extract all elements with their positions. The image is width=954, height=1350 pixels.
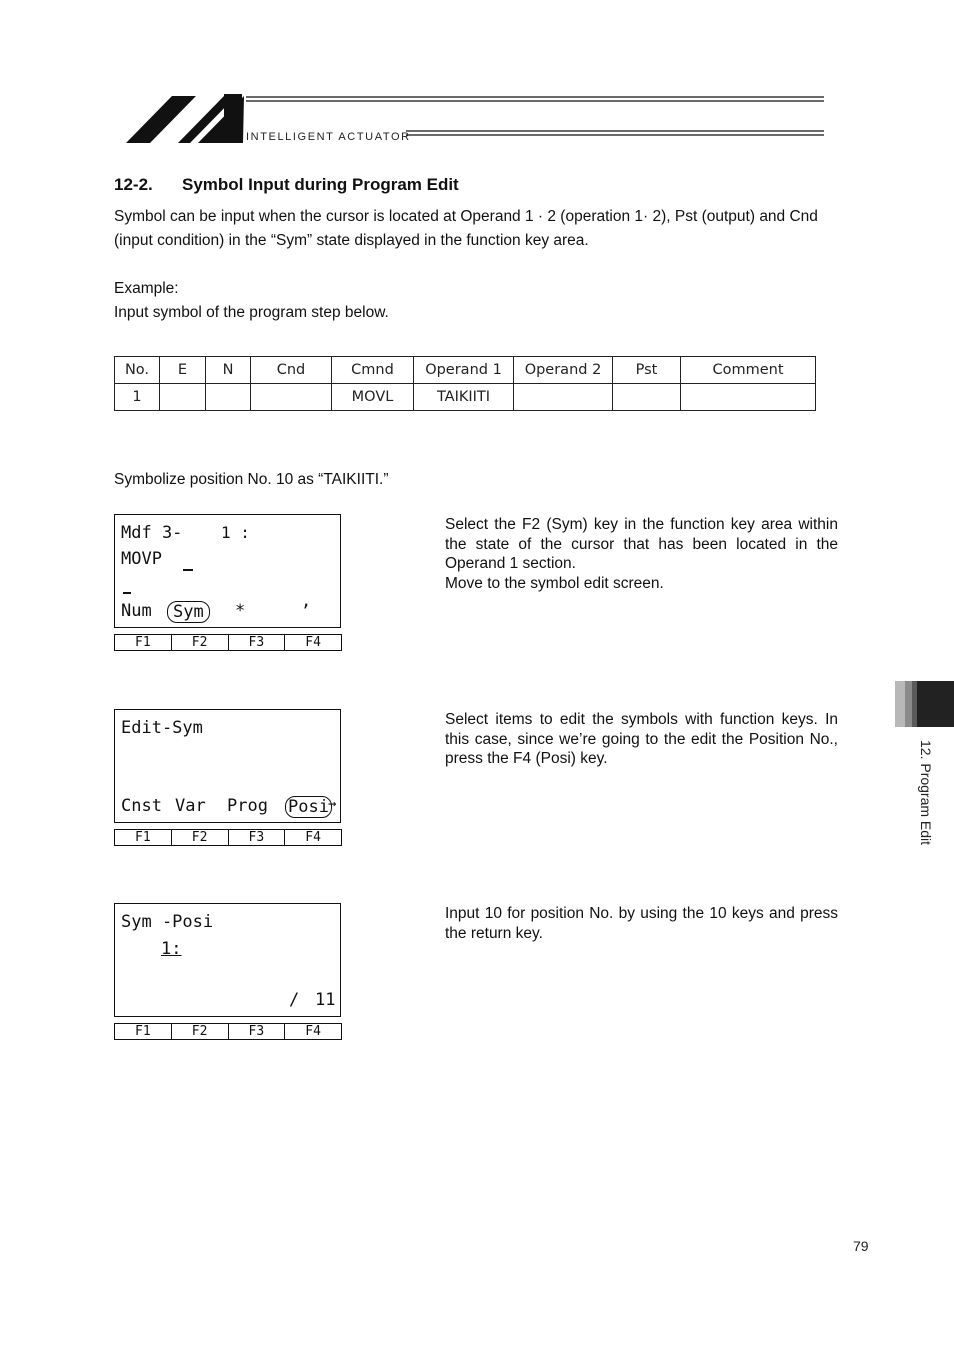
cursor-mark bbox=[183, 569, 193, 571]
lcd-fkey-num: Num bbox=[121, 601, 152, 621]
lcd-command: MOVP bbox=[121, 549, 162, 569]
lcd-screen-sym-posi bbox=[114, 903, 342, 1041]
intro-paragraph: Symbol can be input when the cursor is located at Operand 1 · 2 (operation 1· 2), Pst (output) and Cnd (input condition) in the “Sym” state displayed in the function key area. bbox=[114, 208, 818, 249]
f3-key[interactable]: F3 bbox=[229, 634, 286, 651]
step3-description: Input 10 for position No. by using the 10 keys and press the return key. bbox=[445, 905, 838, 942]
f2-key[interactable]: F2 bbox=[172, 829, 229, 846]
iai-logo bbox=[126, 93, 826, 145]
f4-key[interactable]: F4 bbox=[285, 1023, 342, 1040]
header-cnd: Cnd bbox=[251, 357, 332, 384]
f1-key[interactable]: F1 bbox=[114, 829, 172, 846]
f4-key[interactable]: F4 bbox=[285, 829, 342, 846]
symbolize-instruction: Symbolize position No. 10 as “TAIKIITI.” bbox=[114, 471, 389, 488]
lcd-fkey-prog: Prog bbox=[227, 796, 268, 816]
f4-key[interactable]: F4 bbox=[285, 634, 342, 651]
function-key-row bbox=[114, 1023, 342, 1040]
lcd-fkey-star: * bbox=[235, 601, 246, 621]
lcd-display bbox=[114, 514, 341, 628]
step1-description: Select the F2 (Sym) key in the function key area within the state of the cursor that has been located in the Operand 1 section. Move to the symbol edit screen. bbox=[445, 516, 838, 592]
lcd-display bbox=[114, 903, 341, 1017]
page-number: 79 bbox=[853, 1238, 869, 1254]
chapter-tab-marker bbox=[895, 681, 954, 727]
lcd-fkey-sym-circled: Sym bbox=[167, 601, 210, 623]
cell-n bbox=[206, 384, 251, 411]
f3-key[interactable]: F3 bbox=[229, 829, 286, 846]
header-pst: Pst bbox=[613, 357, 681, 384]
lcd-mode-label: Mdf 3- bbox=[121, 523, 183, 543]
f1-key[interactable]: F1 bbox=[114, 1023, 172, 1040]
lcd-fkey-posi-circled: Posi bbox=[285, 796, 332, 818]
cell-cmnd: MOVL bbox=[332, 384, 414, 411]
chapter-tab-label: 12. Program Edit bbox=[918, 740, 934, 846]
program-step-table bbox=[114, 356, 816, 411]
header-e: E bbox=[160, 357, 206, 384]
lcd-screen-modify bbox=[114, 514, 342, 652]
section-number: 12-2. bbox=[114, 175, 153, 194]
lcd-step-number: 1 : bbox=[221, 523, 250, 542]
section-heading bbox=[114, 175, 459, 195]
f2-key[interactable]: F2 bbox=[172, 1023, 229, 1040]
f1-key[interactable]: F1 bbox=[114, 634, 172, 651]
cell-pst bbox=[613, 384, 681, 411]
lcd-title: Edit-Sym bbox=[121, 718, 203, 738]
function-key-row bbox=[114, 634, 342, 651]
function-key-row bbox=[114, 829, 342, 846]
section-title: Symbol Input during Program Edit bbox=[182, 175, 459, 194]
cell-operand1: TAIKIITI bbox=[414, 384, 514, 411]
logo-text: INTELLIGENT ACTUATOR bbox=[246, 131, 411, 143]
header-no: No. bbox=[115, 357, 160, 384]
lcd-display bbox=[114, 709, 341, 823]
cell-no: 1 bbox=[115, 384, 160, 411]
step2-description: Select items to edit the symbols with function keys. In this case, since we’re going to the edit the Position No., press the F4 (Posi) key. bbox=[445, 711, 838, 767]
example-label: Example: bbox=[114, 280, 179, 297]
arrow-right-icon: → bbox=[328, 796, 337, 812]
lcd-fkey-cnst: Cnst bbox=[121, 796, 162, 816]
header-cmnd: Cmnd bbox=[332, 357, 414, 384]
cell-e bbox=[160, 384, 206, 411]
example-description: Input symbol of the program step below. bbox=[114, 304, 389, 321]
header-operand1: Operand 1 bbox=[414, 357, 514, 384]
cell-comment bbox=[681, 384, 816, 411]
lcd-position-count: 11 bbox=[315, 990, 336, 1010]
lcd-fkey-var: Var bbox=[175, 796, 206, 816]
lcd-title: Sym -Posi bbox=[121, 912, 214, 932]
lcd-slash: / bbox=[289, 990, 300, 1010]
cell-operand2 bbox=[514, 384, 613, 411]
header-operand2: Operand 2 bbox=[514, 357, 613, 384]
lcd-fkey-comma: , bbox=[301, 591, 312, 611]
header-comment: Comment bbox=[681, 357, 816, 384]
cell-cnd bbox=[251, 384, 332, 411]
table-header-row bbox=[115, 357, 816, 384]
header-n: N bbox=[206, 357, 251, 384]
f2-key[interactable]: F2 bbox=[172, 634, 229, 651]
f3-key[interactable]: F3 bbox=[229, 1023, 286, 1040]
lcd-screen-edit-sym bbox=[114, 709, 342, 847]
lcd-position-input[interactable]: 1: bbox=[161, 939, 182, 959]
table-row bbox=[115, 384, 816, 411]
cursor-mark bbox=[123, 592, 131, 594]
